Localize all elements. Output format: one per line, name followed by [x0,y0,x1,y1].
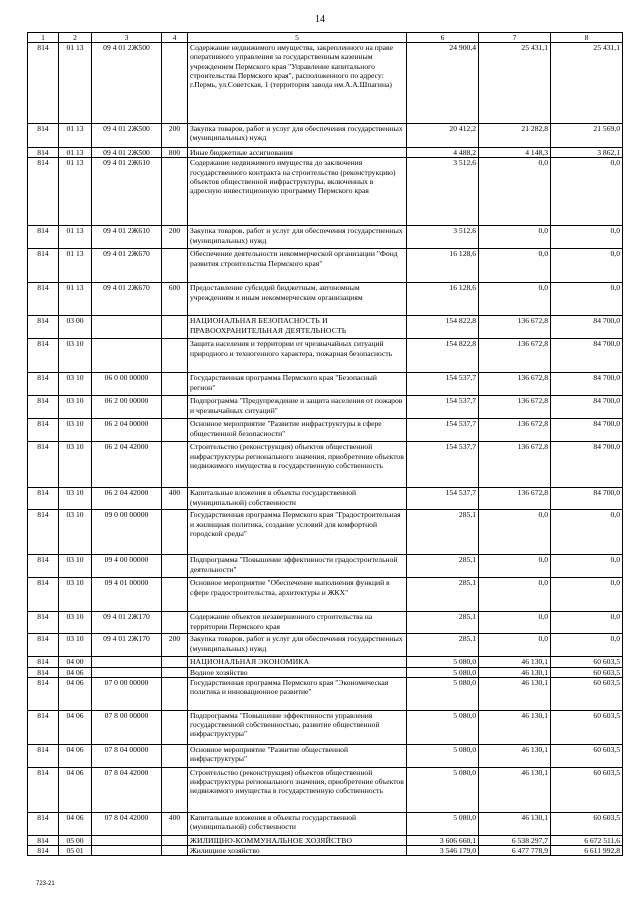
target-article-cell: 09 4 01 2Ж500 [92,148,162,158]
target-article-cell: 07 8 04 42000 [92,812,162,835]
amount-year2-cell: 0,0 [479,158,551,226]
section-code-cell: 03 10 [59,510,92,555]
amount-year1-cell: 285,1 [407,555,479,578]
target-article-cell [92,667,162,677]
section-code-cell: 03 10 [59,396,92,419]
description-cell: Основное мероприятие "Развитие общественной инфраструктуры" [188,744,407,767]
amount-year1-cell: 154 537,7 [407,396,479,419]
description-cell: Жилищное хозяйство [188,846,407,856]
description-cell: Государственная программа Пермского края "Градостроительная и жилищная политика, создание условий для комфортной городской среды" [188,510,407,555]
description-cell: ЖИЛИЩНО-КОММУНАЛЬНОЕ ХОЗЯЙСТВО [188,835,407,845]
amount-year3-cell: 84 700,0 [551,419,623,442]
ministry-code-cell: 814 [28,657,59,667]
ministry-code-cell: 814 [28,846,59,856]
amount-year3-cell: 84 700,0 [551,373,623,396]
amount-year3-cell: 60 603,5 [551,667,623,677]
description-cell: Государственная программа Пермского края "Безопасный регион" [188,373,407,396]
amount-year2-cell: 136 672,8 [479,396,551,419]
amount-year3-cell: 6 611 992,8 [551,846,623,856]
expense-type-cell [162,846,188,856]
amount-year2-cell: 0,0 [479,283,551,316]
description-cell: Основное мероприятие "Обеспечение выполнения функций в сфере градостроительства, архитектуры и ЖКХ" [188,578,407,612]
amount-year2-cell: 0,0 [479,578,551,612]
expense-type-cell: 200 [162,634,188,657]
expense-type-cell [162,835,188,845]
description-cell: Водное хозяйство [188,667,407,677]
amount-year3-cell: 0,0 [551,226,623,249]
amount-year1-cell: 5 080,0 [407,667,479,677]
amount-year2-cell: 0,0 [479,612,551,634]
expense-type-cell: 400 [162,488,188,510]
target-article-cell: 07 8 04 00000 [92,744,162,767]
amount-year3-cell: 25 431,1 [551,43,623,124]
ministry-code-cell: 814 [28,555,59,578]
section-code-cell: 05 00 [59,835,92,845]
table-row [28,667,623,677]
ministry-code-cell: 814 [28,124,59,148]
expense-type-cell [162,510,188,555]
ministry-code-cell: 814 [28,710,59,744]
amount-year2-cell: 46 130,1 [479,667,551,677]
expense-type-cell [162,710,188,744]
column-header: 3 [92,33,162,43]
target-article-cell [92,339,162,373]
amount-year3-cell: 84 700,0 [551,442,623,488]
budget-table [27,32,623,856]
ministry-code-cell: 814 [28,396,59,419]
ministry-code-cell: 814 [28,767,59,812]
ministry-code-cell: 814 [28,226,59,249]
description-cell: НАЦИОНАЛЬНАЯ ЭКОНОМИКА [188,657,407,667]
section-code-cell: 01 13 [59,158,92,226]
table-row [28,555,623,578]
amount-year1-cell: 154 822,8 [407,339,479,373]
ministry-code-cell: 814 [28,510,59,555]
amount-year3-cell: 60 603,5 [551,677,623,710]
amount-year3-cell: 84 700,0 [551,339,623,373]
table-row [28,744,623,767]
target-article-cell: 09 4 01 2Ж670 [92,283,162,316]
ministry-code-cell: 814 [28,43,59,124]
expense-type-cell [162,744,188,767]
amount-year2-cell: 4 148,3 [479,148,551,158]
section-code-cell: 01 13 [59,226,92,249]
table-row [28,373,623,396]
table-row [28,657,623,667]
amount-year3-cell: 0,0 [551,158,623,226]
expense-type-cell [162,667,188,677]
amount-year2-cell: 136 672,8 [479,488,551,510]
description-cell: Защита населения и территории от чрезвычайных ситуаций природного и техногенного характера, пожарная безопасность [188,339,407,373]
expense-type-cell [162,419,188,442]
amount-year3-cell: 0,0 [551,510,623,555]
amount-year2-cell: 25 431,1 [479,43,551,124]
amount-year2-cell: 46 130,1 [479,677,551,710]
target-article-cell [92,316,162,339]
target-article-cell: 09 4 01 2Ж610 [92,226,162,249]
expense-type-cell [162,43,188,124]
amount-year1-cell: 285,1 [407,634,479,657]
expense-type-cell [162,612,188,634]
ministry-code-cell: 814 [28,339,59,373]
table-row [28,339,623,373]
expense-type-cell [162,339,188,373]
expense-type-cell [162,677,188,710]
page-number: 14 [315,14,325,25]
description-cell: Содержание недвижимого имущества, закрепленного на праве оперативного управления за государственным казенным учреждением Пермского края "Управление капитального строительства Пермского края", расположенного по адресу: г.Пермь, ул.Советская, 1 (территория завода им.А.А.Шпагина) [188,43,407,124]
ministry-code-cell: 814 [28,283,59,316]
column-number-header-row [28,33,623,43]
expense-type-cell [162,316,188,339]
section-code-cell: 01 13 [59,249,92,283]
section-code-cell: 04 06 [59,667,92,677]
amount-year2-cell: 21 282,8 [479,124,551,148]
amount-year3-cell: 84 700,0 [551,488,623,510]
target-article-cell: 09 4 01 2Ж170 [92,612,162,634]
section-code-cell: 03 10 [59,488,92,510]
description-cell: Обеспечение деятельности некоммерческой организации "Фонд развития строительства Пермского края" [188,249,407,283]
description-cell: Строительство (реконструкция) объектов общественной инфраструктуры регионального значения, приобретение объектов недвижимого имущества в государственную собственность [188,442,407,488]
amount-year1-cell: 285,1 [407,578,479,612]
table-row [28,419,623,442]
section-code-cell: 01 13 [59,43,92,124]
expense-type-cell: 600 [162,283,188,316]
column-header: 8 [551,33,623,43]
table-row [28,710,623,744]
amount-year3-cell: 21 569,0 [551,124,623,148]
ministry-code-cell: 814 [28,419,59,442]
amount-year1-cell: 5 080,0 [407,744,479,767]
target-article-cell: 09 0 00 00000 [92,510,162,555]
table-row [28,634,623,657]
expense-type-cell [162,396,188,419]
section-code-cell: 04 00 [59,657,92,667]
section-code-cell: 04 06 [59,812,92,835]
target-article-cell: 09 4 01 2Ж170 [92,634,162,657]
target-article-cell: 09 4 00 00000 [92,555,162,578]
amount-year2-cell: 46 130,1 [479,710,551,744]
target-article-cell: 06 2 04 42000 [92,442,162,488]
expense-type-cell [162,767,188,812]
target-article-cell: 06 2 04 42000 [92,488,162,510]
amount-year1-cell: 154 537,7 [407,488,479,510]
ministry-code-cell: 814 [28,744,59,767]
description-cell: Содержание объектов незавершенного строительства на территории Пермского края [188,612,407,634]
section-code-cell: 03 10 [59,339,92,373]
section-code-cell: 04 06 [59,710,92,744]
table-row [28,488,623,510]
description-cell: Иные бюджетные ассигнования [188,148,407,158]
amount-year3-cell: 0,0 [551,578,623,612]
section-code-cell: 03 10 [59,555,92,578]
description-cell: Закупка товаров, работ и услуг для обеспечения государственных (муниципальных) нужд [188,124,407,148]
amount-year1-cell: 5 080,0 [407,657,479,667]
amount-year2-cell: 136 672,8 [479,339,551,373]
table-row [28,835,623,845]
target-article-cell [92,835,162,845]
amount-year2-cell: 0,0 [479,555,551,578]
table-row [28,812,623,835]
description-cell: Подпрограмма "Повышение эффективности управления государственной собственностью, развитие общественной инфраструктуры" [188,710,407,744]
ministry-code-cell: 814 [28,442,59,488]
table-body [28,43,623,856]
target-article-cell: 07 8 00 00000 [92,710,162,744]
amount-year2-cell: 0,0 [479,510,551,555]
amount-year1-cell: 154 537,7 [407,419,479,442]
target-article-cell: 09 4 01 2Ж610 [92,158,162,226]
amount-year1-cell: 16 128,6 [407,249,479,283]
amount-year1-cell: 5 080,0 [407,710,479,744]
amount-year2-cell: 6 477 778,9 [479,846,551,856]
description-cell: Закупка товаров, работ и услуг для обеспечения государственных (муниципальных) нужд [188,634,407,657]
description-cell: Государственная программа Пермского края "Экономическая политика и инновационное развитие" [188,677,407,710]
amount-year1-cell: 5 080,0 [407,767,479,812]
ministry-code-cell: 814 [28,835,59,845]
table-row [28,158,623,226]
amount-year1-cell: 20 412,2 [407,124,479,148]
amount-year1-cell: 285,1 [407,612,479,634]
expense-type-cell [162,158,188,226]
target-article-cell: 09 4 01 2Ж500 [92,124,162,148]
table-row [28,612,623,634]
amount-year3-cell: 0,0 [551,283,623,316]
amount-year1-cell: 5 080,0 [407,677,479,710]
ministry-code-cell: 814 [28,612,59,634]
target-article-cell: 07 0 00 00000 [92,677,162,710]
amount-year2-cell: 136 672,8 [479,442,551,488]
amount-year2-cell: 46 130,1 [479,812,551,835]
expense-type-cell [162,578,188,612]
description-cell: Закупка товаров, работ и услуг для обеспечения государственных (муниципальных) нужд [188,226,407,249]
ministry-code-cell: 814 [28,634,59,657]
expense-type-cell [162,555,188,578]
section-code-cell: 04 06 [59,677,92,710]
expense-type-cell: 200 [162,226,188,249]
amount-year2-cell: 136 672,8 [479,419,551,442]
table-row [28,43,623,124]
target-article-cell [92,846,162,856]
amount-year3-cell: 84 700,0 [551,396,623,419]
expense-type-cell: 400 [162,812,188,835]
column-header: 6 [407,33,479,43]
ministry-code-cell: 814 [28,488,59,510]
table-row [28,767,623,812]
amount-year1-cell: 3 606 660,1 [407,835,479,845]
section-code-cell: 03 00 [59,316,92,339]
amount-year2-cell: 46 130,1 [479,767,551,812]
amount-year3-cell: 0,0 [551,555,623,578]
description-cell: Подпрограмма "Повышение эффективности градостроительной деятельности" [188,555,407,578]
description-cell: Содержание недвижимого имущества до заключения государственного контракта на строительство (реконструкцию) объектов общественной инфраструктуры, включенных в адресную инвестиционную программу Пермского края [188,158,407,226]
section-code-cell: 03 10 [59,634,92,657]
section-code-cell: 01 13 [59,283,92,316]
section-code-cell: 03 10 [59,578,92,612]
amount-year3-cell: 60 603,5 [551,744,623,767]
ministry-code-cell: 814 [28,677,59,710]
section-code-cell: 01 13 [59,148,92,158]
table-row [28,249,623,283]
amount-year1-cell: 16 128,6 [407,283,479,316]
amount-year3-cell: 0,0 [551,634,623,657]
ministry-code-cell: 814 [28,578,59,612]
amount-year1-cell: 3 512,6 [407,226,479,249]
amount-year3-cell: 6 672 511,6 [551,835,623,845]
expense-type-cell [162,249,188,283]
amount-year2-cell: 0,0 [479,634,551,657]
amount-year1-cell: 4 488,2 [407,148,479,158]
amount-year1-cell: 3 512,6 [407,158,479,226]
target-article-cell [92,657,162,667]
target-article-cell: 06 2 00 00000 [92,396,162,419]
table-row [28,510,623,555]
amount-year1-cell: 154 537,7 [407,442,479,488]
table-row [28,578,623,612]
target-article-cell: 06 0 00 00000 [92,373,162,396]
target-article-cell: 09 4 01 2Ж670 [92,249,162,283]
amount-year3-cell: 60 603,5 [551,812,623,835]
table-row [28,316,623,339]
amount-year2-cell: 46 130,1 [479,744,551,767]
amount-year1-cell: 154 537,7 [407,373,479,396]
expense-type-cell [162,657,188,667]
amount-year2-cell: 136 672,8 [479,373,551,396]
section-code-cell: 03 10 [59,442,92,488]
amount-year3-cell: 60 603,5 [551,657,623,667]
description-cell: Капитальные вложения в объекты государственной (муниципальной) собственности [188,812,407,835]
table-row [28,148,623,158]
expense-type-cell [162,442,188,488]
ministry-code-cell: 814 [28,148,59,158]
column-header: 7 [479,33,551,43]
column-header: 4 [162,33,188,43]
description-cell: Капитальные вложения в объекты государственной (муниципальной) собственности [188,488,407,510]
amount-year1-cell: 3 546 179,0 [407,846,479,856]
column-header: 2 [59,33,92,43]
amount-year2-cell: 46 130,1 [479,657,551,667]
amount-year3-cell: 3 862,1 [551,148,623,158]
ministry-code-cell: 814 [28,249,59,283]
amount-year1-cell: 154 822,8 [407,316,479,339]
description-cell: Предоставление субсидий бюджетным, автономным учреждениям и иным некоммерческим организациям [188,283,407,316]
amount-year1-cell: 285,1 [407,510,479,555]
amount-year2-cell: 0,0 [479,226,551,249]
table-row [28,396,623,419]
section-code-cell: 03 10 [59,612,92,634]
table-row [28,124,623,148]
description-cell: НАЦИОНАЛЬНАЯ БЕЗОПАСНОСТЬ И ПРАВООХРАНИТЕЛЬНАЯ ДЕЯТЕЛЬНОСТЬ [188,316,407,339]
target-article-cell: 07 8 04 42000 [92,767,162,812]
column-header: 1 [28,33,59,43]
ministry-code-cell: 814 [28,316,59,339]
ministry-code-cell: 814 [28,812,59,835]
expense-type-cell [162,373,188,396]
description-cell: Подпрограмма "Предупреждение и защита населения от пожаров и чрезвычайных ситуаций" [188,396,407,419]
amount-year3-cell: 84 700,0 [551,316,623,339]
ministry-code-cell: 814 [28,158,59,226]
amount-year3-cell: 60 603,5 [551,767,623,812]
table-row [28,283,623,316]
target-article-cell: 09 4 01 2Ж500 [92,43,162,124]
section-code-cell: 01 13 [59,124,92,148]
section-code-cell: 04 06 [59,767,92,812]
section-code-cell: 04 06 [59,744,92,767]
expense-type-cell: 800 [162,148,188,158]
amount-year1-cell: 5 080,0 [407,812,479,835]
target-article-cell: 06 2 04 00000 [92,419,162,442]
amount-year1-cell: 24 900,4 [407,43,479,124]
table-row [28,677,623,710]
amount-year3-cell: 0,0 [551,612,623,634]
table-row [28,846,623,856]
description-cell: Строительство (реконструкция) объектов общественной инфраструктуры регионального значения, приобретение объектов недвижимого имущества в государственную собственность [188,767,407,812]
amount-year2-cell: 0,0 [479,249,551,283]
amount-year2-cell: 6 538 297,7 [479,835,551,845]
table-row [28,442,623,488]
table-row [28,226,623,249]
ministry-code-cell: 814 [28,667,59,677]
section-code-cell: 03 10 [59,373,92,396]
section-code-cell: 05 01 [59,846,92,856]
document-code: 723-21 [36,881,55,887]
amount-year2-cell: 136 672,8 [479,316,551,339]
description-cell: Основное мероприятие "Развитие инфраструктуры в сфере общественной безопасности" [188,419,407,442]
ministry-code-cell: 814 [28,373,59,396]
amount-year3-cell: 0,0 [551,249,623,283]
target-article-cell: 09 4 01 00000 [92,578,162,612]
section-code-cell: 03 10 [59,419,92,442]
amount-year3-cell: 60 603,5 [551,710,623,744]
column-header: 5 [188,33,407,43]
expense-type-cell: 200 [162,124,188,148]
